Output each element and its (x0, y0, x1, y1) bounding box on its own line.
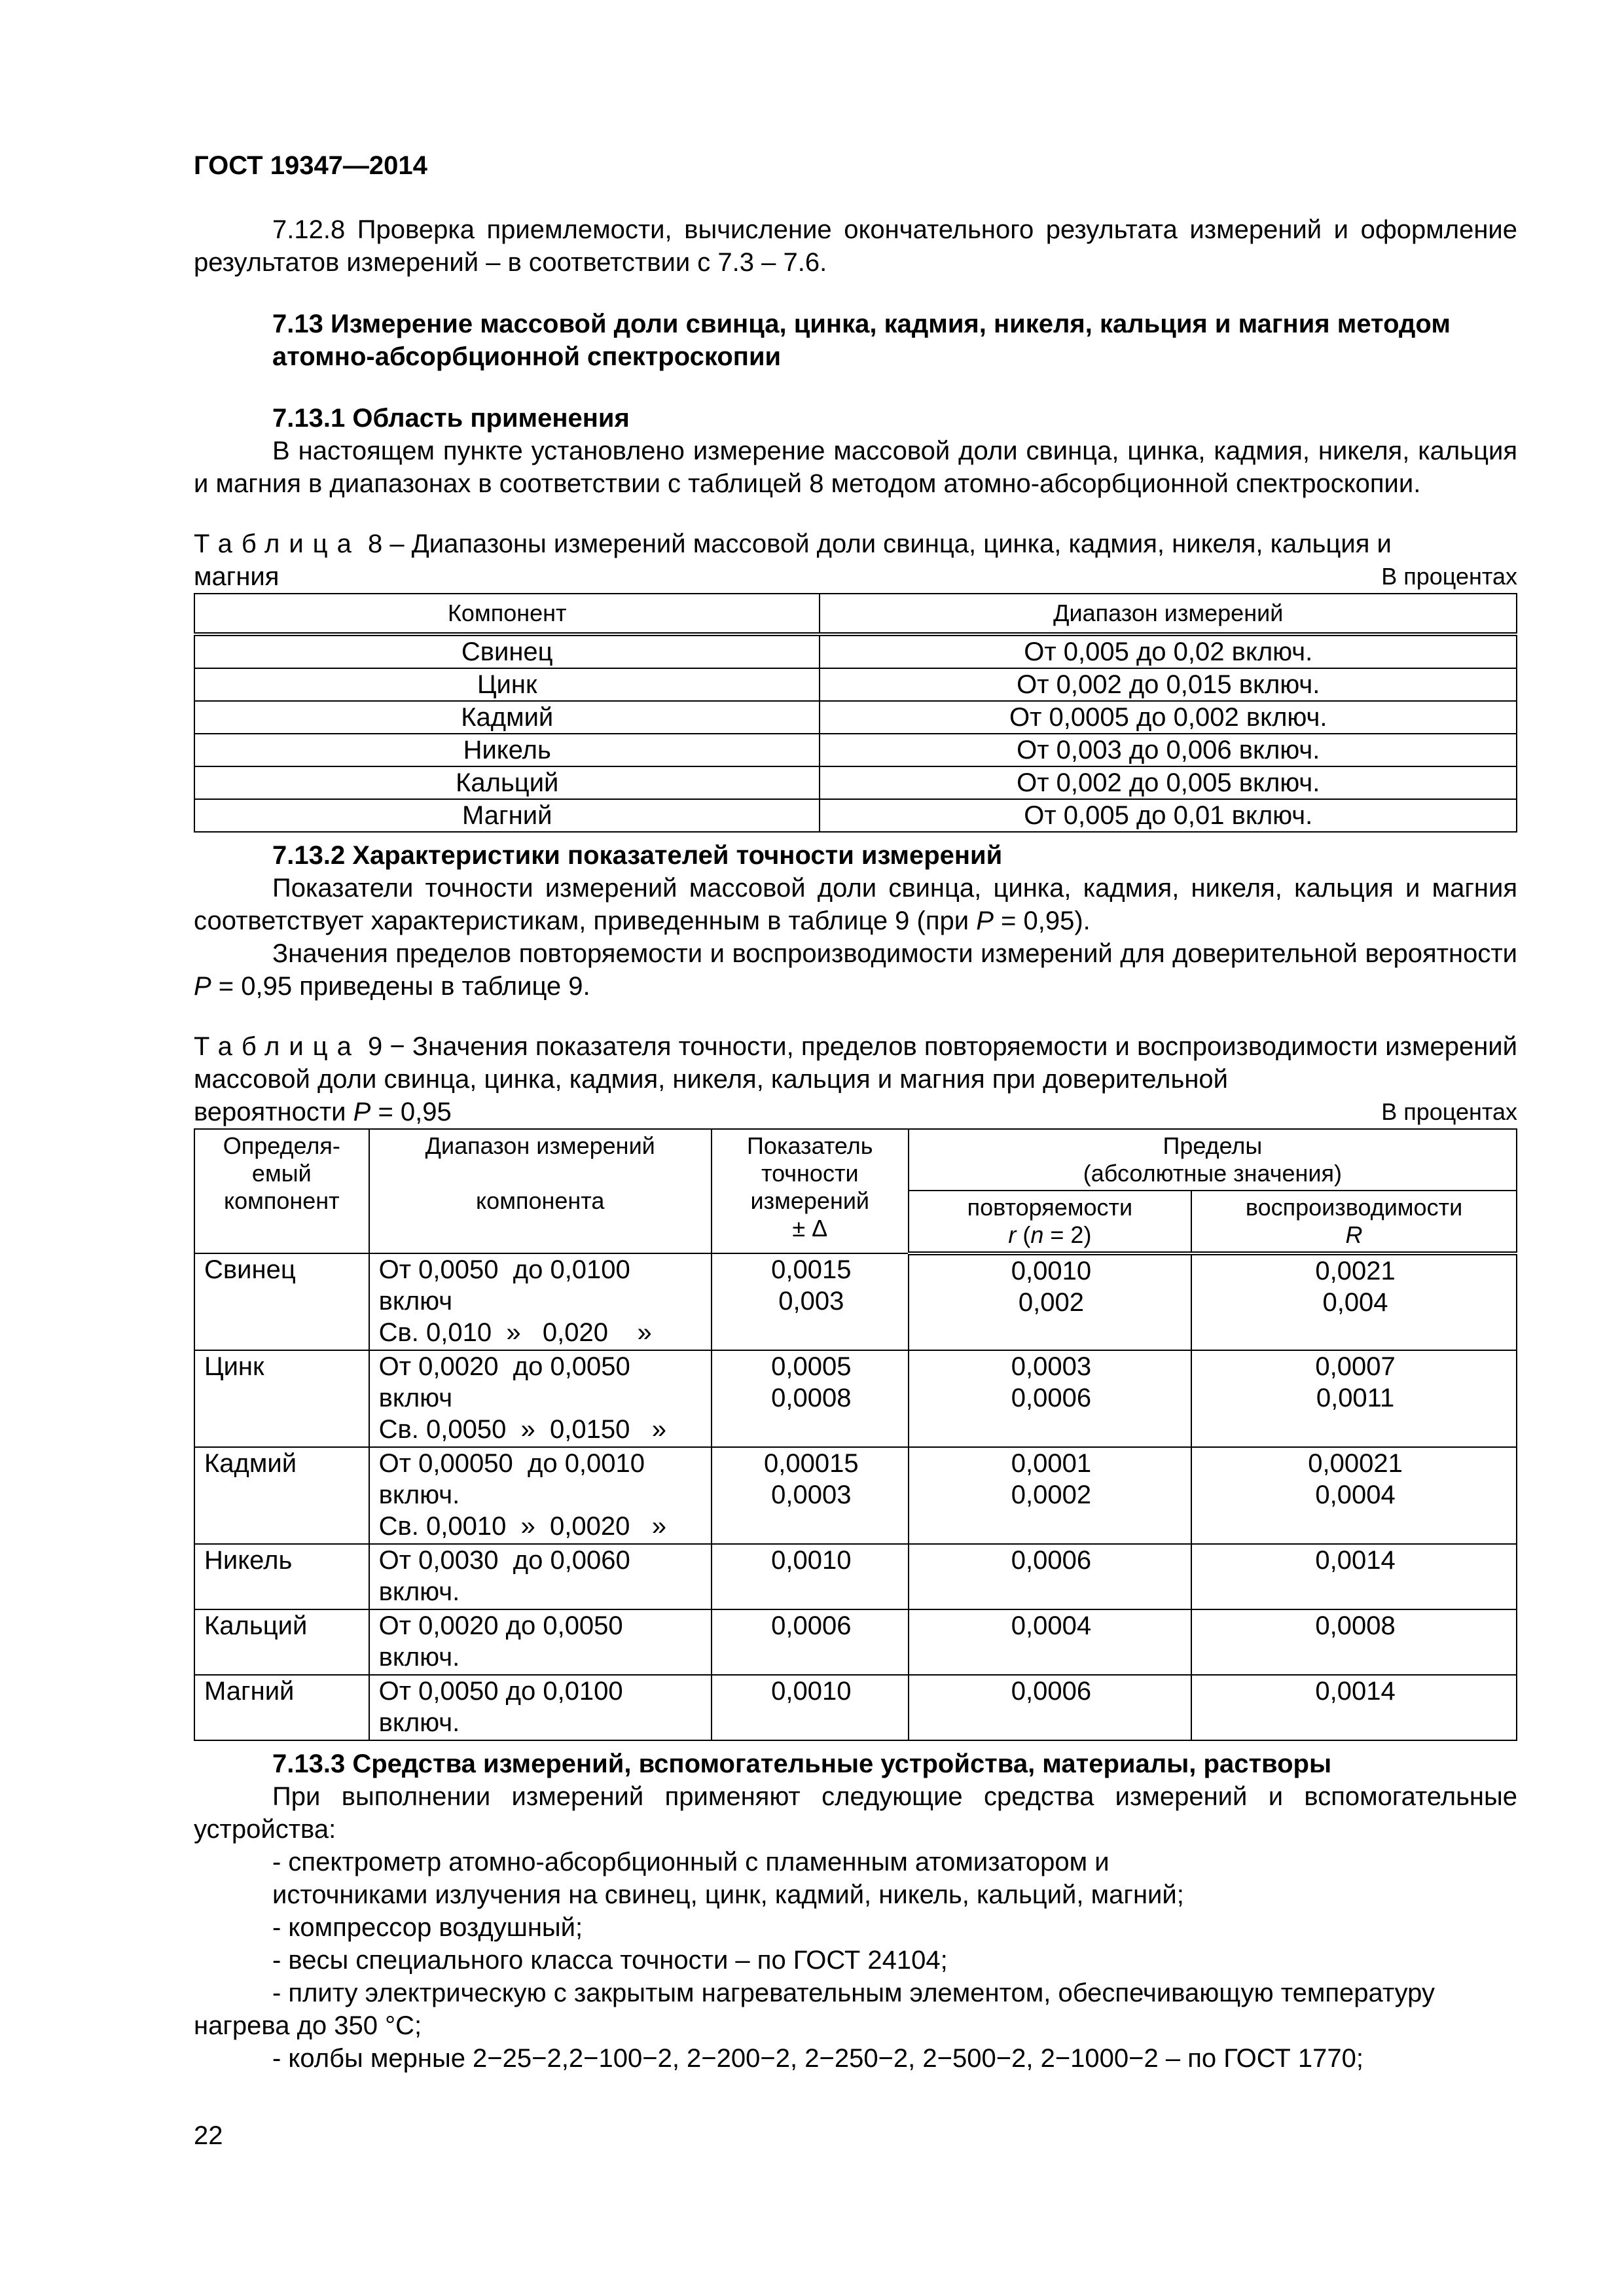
table9-body (194, 1253, 1517, 1740)
table8-cell-range: От 0,002 до 0,005 включ. (820, 766, 1517, 799)
section-7-13-title-line2: атомно-абсорбционной спектроскопии (272, 342, 782, 371)
table9-cell-range-line: Св. 0,0010 » 0,0020 » (378, 1512, 666, 1541)
paragraph-scope: В настоящем пункте установлено измерение массовой доли свинца, цинка, кадмия, никеля, кальция и магния в диапазонах в соответствии с таблицей 8 методом атомно-абсорбционной спектроскопии. (194, 437, 1517, 498)
table9-cell-range-line: включ (378, 1384, 453, 1412)
table8-cell-range: От 0,003 до 0,006 включ. (820, 734, 1517, 766)
table9-header-reproducibility: воспроизводимости R (1191, 1191, 1517, 1253)
table9-cell-reproducibility (1191, 1253, 1517, 1350)
table9-header-range: Диапазон измерений компонента (369, 1129, 712, 1253)
table8-cell-component: Цинк (194, 668, 820, 701)
table9-cell-range (369, 1544, 712, 1609)
table8-row (194, 734, 1517, 766)
section-7-13-2-title: 7.13.2 Характеристики показателей точности измерений (272, 841, 1003, 870)
table9-cell-accuracy (712, 1609, 909, 1675)
table9-caption (194, 1030, 1517, 1128)
table9-cell-accuracy (712, 1447, 909, 1544)
table9-header-component: Определя- емый компонент (194, 1129, 369, 1253)
table9-cell-component: Цинк (194, 1350, 369, 1447)
table8-header-range: Диапазон измерений (820, 594, 1517, 634)
table9-cell-repeatability (909, 1675, 1191, 1740)
table9-cell-accuracy-line: 0,0005 (771, 1352, 852, 1381)
table9-header-limits: Пределы (абсолютные значения) (909, 1129, 1517, 1191)
table9-cell-repeatability-line: 0,0004 (1011, 1611, 1092, 1640)
table9-cell-range (369, 1350, 712, 1447)
table9-cell-accuracy-line: 0,00015 (763, 1449, 859, 1478)
document-header: ГОСТ 19347—2014 (194, 151, 427, 180)
table9-cell-repeatability (909, 1350, 1191, 1447)
table9-cell-reproducibility (1191, 1350, 1517, 1447)
table9-header-accuracy: Показатель точности измерений ± Δ (712, 1129, 909, 1253)
table9-cell-repeatability-line: 0,0003 (1011, 1352, 1092, 1381)
table8-caption-word: Таблица (194, 529, 361, 558)
table8-row (194, 799, 1517, 832)
table9-cell-component: Кальций (194, 1609, 369, 1675)
table9-cell-accuracy-line: 0,0006 (771, 1611, 852, 1640)
table8-cell-component: Магний (194, 799, 820, 832)
table9-cell-reproducibility-line: 0,0008 (1315, 1611, 1396, 1640)
table9-cell-range-line: включ. (378, 1643, 460, 1672)
equipment-list-item: источниками излучения на свинец, цинк, кадмий, никель, кальций, магний; (272, 1880, 1184, 1909)
table9-row (194, 1350, 1517, 1447)
equipment-list-item: - спектрометр атомно-абсорбционный с пламенным атомизатором и (272, 1848, 1110, 1876)
equipment-list-item: - колбы мерные 2−25−2,2−100−2, 2−200−2, 2−250−2, 2−500−2, 2−1000−2 – по ГОСТ 1770; (272, 2044, 1363, 2073)
table9-row (194, 1253, 1517, 1350)
table8-header-component: Компонент (194, 594, 820, 634)
table9-header-repeatability: повторяемости r (n = 2) (909, 1191, 1191, 1253)
table8-row (194, 634, 1517, 668)
table9-cell-range-line: включ. (378, 1577, 460, 1606)
table8-cell-range: От 0,005 до 0,02 включ. (820, 634, 1517, 668)
table9-cell-reproducibility-line: 0,0014 (1315, 1546, 1396, 1575)
table9-cell-range (369, 1675, 712, 1740)
table9-cell-reproducibility (1191, 1447, 1517, 1544)
table9-cell-repeatability-line: 0,0006 (1011, 1677, 1092, 1706)
table9-cell-reproducibility-line: 0,0021 (1315, 1257, 1396, 1285)
section-7-13-title-line1: 7.13 Измерение массовой доли свинца, цинка, кадмия, никеля, кальция и магния методом (272, 310, 1451, 338)
table8-row (194, 766, 1517, 799)
table9-row (194, 1675, 1517, 1740)
table9-cell-range-line: включ (378, 1287, 453, 1316)
section-7-13-1-title: 7.13.1 Область применения (272, 404, 630, 433)
table8-cell-component: Свинец (194, 634, 820, 668)
table9-cell-reproducibility-line: 0,0014 (1315, 1677, 1396, 1706)
table8-row (194, 701, 1517, 734)
table9-cell-range-line: Св. 0,0050 » 0,0150 » (378, 1415, 666, 1444)
equipment-list (194, 1846, 1517, 2075)
equipment-list-item: - весы специального класса точности – по ГОСТ 24104; (272, 1946, 948, 1975)
table9-cell-range-line: включ. (378, 1708, 460, 1737)
table9-cell-repeatability (909, 1544, 1191, 1609)
table8-cell-component: Никель (194, 734, 820, 766)
table9-cell-reproducibility-line: 0,00021 (1308, 1449, 1403, 1478)
table9-caption-word: Таблица (194, 1032, 361, 1061)
equipment-list-item: - компрессор воздушный; (272, 1913, 583, 1942)
table9-cell-range-line: Св. 0,010 » 0,020 » (378, 1318, 652, 1347)
table9-caption-line3: вероятности P = 0,95 (194, 1098, 452, 1126)
table9-cell-range-line: От 0,0020 до 0,0050 (378, 1611, 623, 1640)
table9-cell-repeatability-line: 0,002 (1018, 1288, 1084, 1317)
table8 (194, 593, 1517, 833)
paragraph-7-12-8: 7.12.8 Проверка приемлемости, вычисление окончательного результата измерений и оформление результатов измерений – в соответствии с 7.3 – 7.6. (194, 215, 1517, 277)
table9-cell-reproducibility-line: 0,0007 (1315, 1352, 1396, 1381)
table9-cell-accuracy-line: 0,0010 (771, 1677, 852, 1706)
table9-cell-reproducibility-line: 0,0004 (1315, 1480, 1396, 1509)
page (194, 149, 1517, 2075)
section-7-13-3-title: 7.13.3 Средства измерений, вспомогательные устройства, материалы, растворы (272, 1749, 1332, 1778)
table9-cell-range-line: От 0,0020 до 0,0050 (378, 1352, 630, 1381)
paragraph-means: При выполнении измерений применяют следующие средства измерений и вспомогательные устройства: (194, 1782, 1517, 1844)
table9-cell-range (369, 1253, 712, 1350)
table9-cell-accuracy-line: 0,003 (778, 1287, 844, 1316)
table8-row (194, 668, 1517, 701)
table9-cell-component: Никель (194, 1544, 369, 1609)
table9-cell-range-line: От 0,0030 до 0,0060 (378, 1546, 630, 1575)
table9-cell-range-line: От 0,0050 до 0,0100 (378, 1255, 630, 1284)
table8-caption-line2: магния (194, 562, 280, 591)
table9-cell-accuracy (712, 1544, 909, 1609)
table8-caption-text: 8 – Диапазоны измерений массовой доли свинца, цинка, кадмия, никеля, кальция и (367, 529, 1392, 558)
paragraph-accuracy-1: Показатели точности измерений массовой доли свинца, цинка, кадмия, никеля, кальция и магния соответствует характеристикам, приведенным в таблице 9 (при P = 0,95). (194, 874, 1517, 935)
table9-cell-range-line: включ. (378, 1480, 460, 1509)
table9-cell-range-line: От 0,0050 до 0,0100 (378, 1677, 623, 1706)
section-7-13-heading (194, 308, 1517, 373)
table8-cell-component: Кальций (194, 766, 820, 799)
table9-cell-reproducibility (1191, 1609, 1517, 1675)
table9-cell-range (369, 1609, 712, 1675)
table9-cell-repeatability (909, 1447, 1191, 1544)
table9-cell-range-line: От 0,00050 до 0,0010 (378, 1449, 645, 1478)
table9-cell-reproducibility-line: 0,004 (1322, 1288, 1388, 1317)
table9-cell-repeatability-line: 0,0010 (1011, 1257, 1092, 1285)
table9-cell-reproducibility-line: 0,0011 (1316, 1384, 1395, 1412)
table8-cell-range: От 0,0005 до 0,002 включ. (820, 701, 1517, 734)
table9-cell-repeatability (909, 1609, 1191, 1675)
table9-cell-reproducibility (1191, 1544, 1517, 1609)
table9-cell-accuracy (712, 1253, 909, 1350)
table9-cell-repeatability-line: 0,0002 (1011, 1480, 1092, 1509)
table9-cell-accuracy-line: 0,0010 (771, 1546, 852, 1575)
table9-cell-accuracy (712, 1675, 909, 1740)
table9 (194, 1128, 1517, 1741)
table9-row (194, 1609, 1517, 1675)
table9-cell-repeatability-line: 0,0006 (1011, 1546, 1092, 1575)
page-number: 22 (194, 2121, 223, 2150)
table8-cell-range: От 0,005 до 0,01 включ. (820, 799, 1517, 832)
table9-caption-text: 9 − Значения показателя точности, пределов повторяемости и воспроизводимости измерений массовой доли свинца, цинка, кадмия, никеля, кальция и магния при доверительной (194, 1032, 1517, 1094)
table9-cell-reproducibility (1191, 1675, 1517, 1740)
table9-cell-accuracy-line: 0,0003 (771, 1480, 852, 1509)
table8-cell-range: От 0,002 до 0,015 включ. (820, 668, 1517, 701)
table9-cell-component: Магний (194, 1675, 369, 1740)
table8-body (194, 634, 1517, 832)
equipment-list-item: - плиту электрическую с закрытым нагревательным элементом, обеспечивающую температуру нагрева до 350 °С; (194, 1979, 1435, 2040)
paragraph-accuracy-2: Значения пределов повторяемости и воспроизводимости измерений для доверительной вероятности P = 0,95 приведены в таблице 9. (194, 939, 1517, 1001)
table9-unit: В процентах (1381, 1098, 1517, 1125)
table9-cell-repeatability-line: 0,0001 (1011, 1449, 1092, 1478)
table9-row (194, 1447, 1517, 1544)
table8-unit: В процентах (1381, 563, 1517, 590)
table8-caption (194, 528, 1517, 593)
table9-cell-component: Свинец (194, 1253, 369, 1350)
table9-cell-repeatability-line: 0,0006 (1011, 1384, 1092, 1412)
table9-cell-accuracy (712, 1350, 909, 1447)
table9-cell-accuracy-line: 0,0015 (771, 1255, 852, 1284)
table9-cell-range (369, 1447, 712, 1544)
table9-cell-repeatability (909, 1253, 1191, 1350)
table9-cell-component: Кадмий (194, 1447, 369, 1544)
table9-cell-accuracy-line: 0,0008 (771, 1384, 852, 1412)
table8-cell-component: Кадмий (194, 701, 820, 734)
table9-row (194, 1544, 1517, 1609)
